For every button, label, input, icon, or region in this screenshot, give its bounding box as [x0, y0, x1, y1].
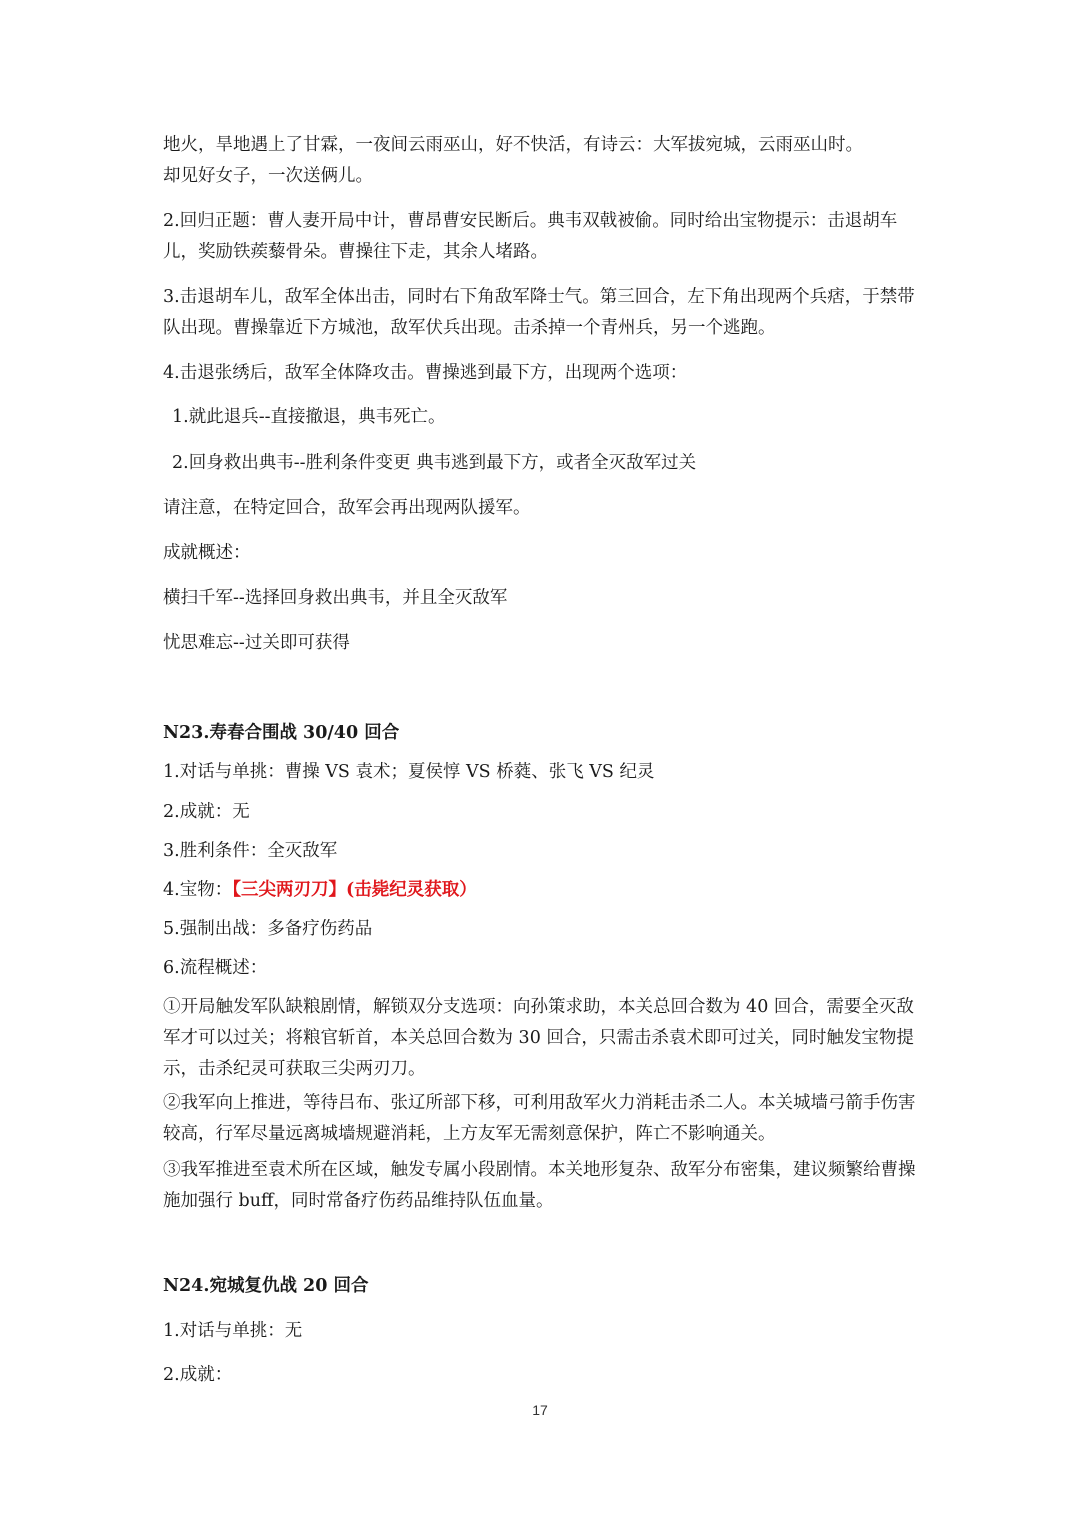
- intro-line-1: 地火，旱地遇上了甘霖，一夜间云雨巫山，好不快活，有诗云：大军拔宛城，云雨巫山时。: [163, 135, 863, 155]
- n24-item-2: 2.成就：: [163, 1365, 233, 1385]
- n23-item-4: [163, 875, 928, 906]
- n24-section-title: N24.宛城复仇战 20 回合: [163, 1276, 369, 1296]
- n23-section-title: N23.寿春合围战 30/40 回合: [163, 723, 400, 743]
- n23-item-2: 2.成就：无: [163, 802, 250, 822]
- achievement-1: 横扫千军--选择回身救出典韦，并且全灭敌军: [163, 588, 508, 608]
- n23-step-2: ②我军向上推进，等待吕布、张辽所部下移，可利用敌军火力消耗击杀二人。本关城墙弓箭手伤害较高，行军尽量远离城墙规避消耗，上方友军无需刻意保护，阵亡不影响通关。: [163, 1093, 916, 1144]
- n23-item-6: 6.流程概述：: [163, 958, 268, 978]
- reinforcement-note: 请注意，在特定回合，敌军会再出现两队援军。: [163, 498, 531, 518]
- intro-paragraph-2: 2.回归正题：曹人妻开局中计，曹昂曹安民断后。典韦双戟被偷。同时给出宝物提示：击退胡车儿，奖励铁蒺藜骨朵。曹操往下走，其余人堵路。: [163, 211, 898, 262]
- option-2: 2.回身救出典韦--胜利条件变更 典韦逃到最下方，或者全灭敌军过关: [172, 453, 697, 473]
- treasure-label: 4.宝物：: [163, 880, 233, 900]
- n23-step-1: ①开局触发军队缺粮剧情，解锁双分支选项：向孙策求助，本关总回合数为 40 回合，需要全灭敌军才可以过关；将粮官斩首，本关总回合数为 30 回合，只需击杀袁术即可过关，同时触发宝物提示，击杀纪灵可获取三尖两刃刀。: [163, 997, 914, 1079]
- n23-item-1: 1.对话与单挑：曹操 VS 袁术；夏侯惇 VS 桥蕤、张飞 VS 纪灵: [163, 762, 655, 782]
- intro-paragraph-3: 3.击退胡车儿，敌军全体出击，同时右下角敌军降士气。第三回合，左下角出现两个兵痞，于禁带队出现。曹操靠近下方城池，敌军伏兵出现。击杀掉一个青州兵，另一个逃跑。: [163, 287, 915, 338]
- intro-line-2: 却见好女子，一次送俩儿。: [163, 166, 373, 186]
- n23-step-3: ③我军推进至袁术所在区域，触发专属小段剧情。本关地形复杂、敌军分布密集，建议频繁给曹操施加强行 buff，同时常备疗伤药品维持队伍血量。: [163, 1160, 916, 1211]
- n23-item-5: 5.强制出战：多备疗伤药品: [163, 919, 373, 939]
- option-1: 1.就此退兵--直接撤退，典韦死亡。: [172, 407, 446, 427]
- n23-item-3: 3.胜利条件：全灭敌军: [163, 841, 338, 861]
- page-number: 17: [532, 1402, 548, 1418]
- treasure-name: 【三尖两刃刀】(击毙纪灵获取）: [232, 880, 477, 900]
- intro-paragraph-4: 4.击退张绣后，敌军全体降攻击。曹操逃到最下方，出现两个选项：: [163, 363, 688, 383]
- achievement-title: 成就概述：: [163, 543, 251, 563]
- intro-paragraph-1: [163, 130, 928, 192]
- achievement-2: 忧思难忘--过关即可获得: [163, 633, 350, 653]
- n24-item-1: 1.对话与单挑：无: [163, 1321, 303, 1341]
